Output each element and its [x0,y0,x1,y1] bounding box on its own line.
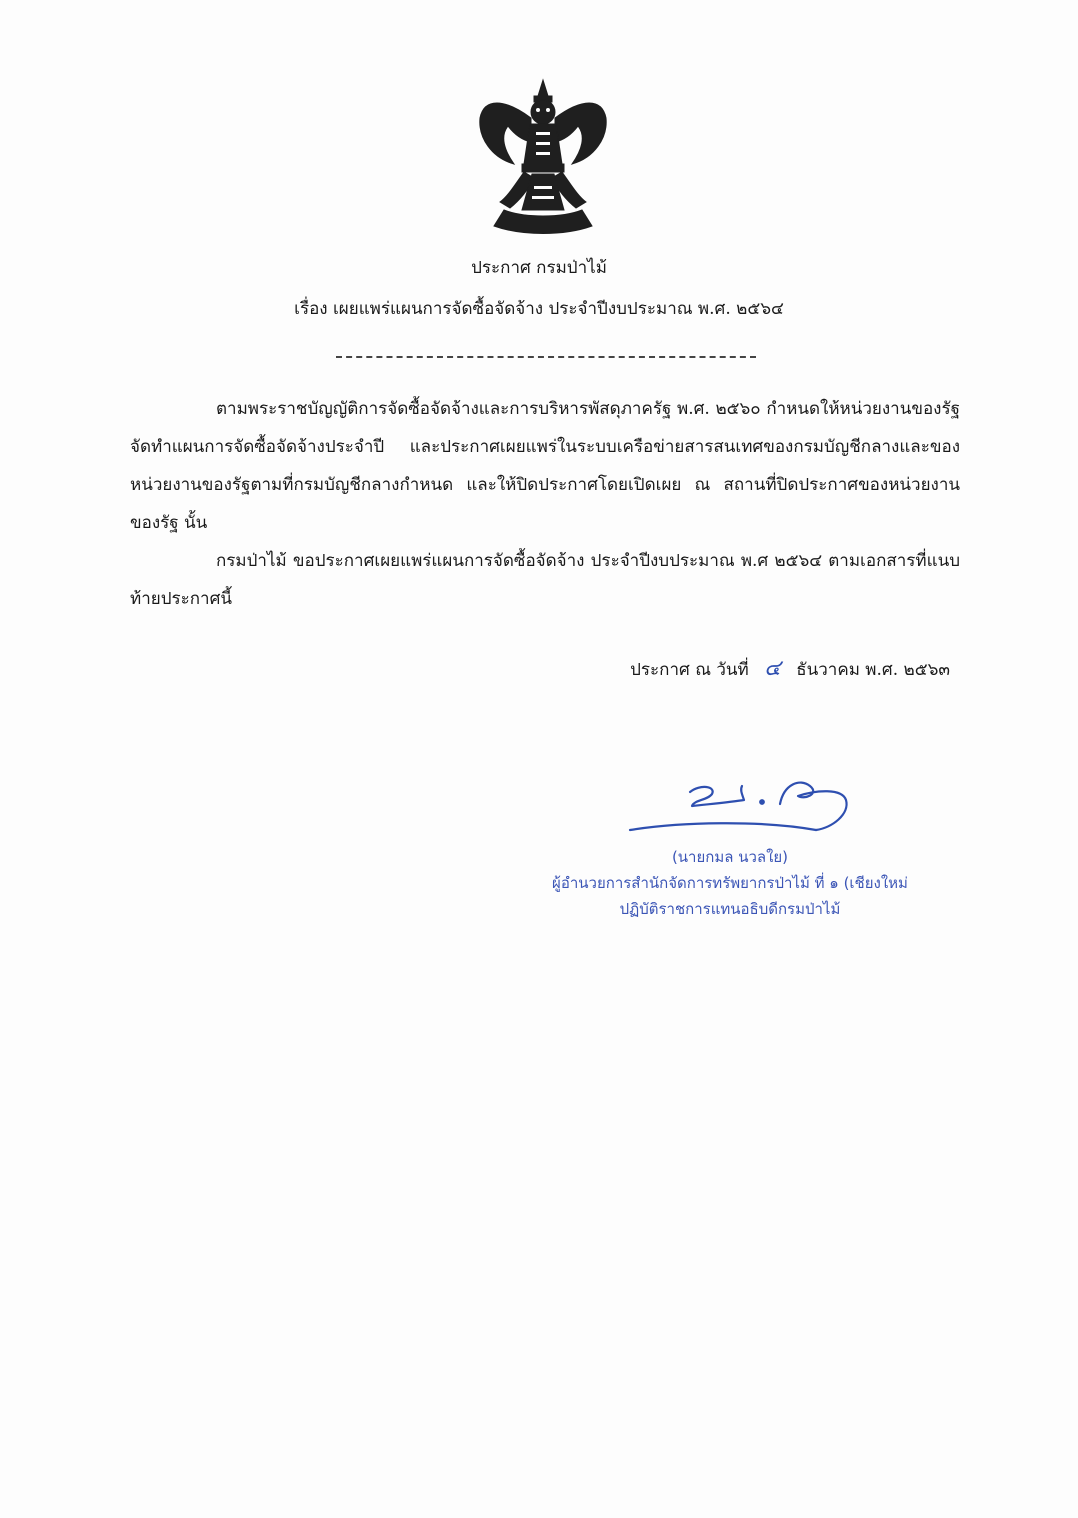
date-day-handwritten: ๔ [764,656,781,681]
signatory-acting-title: ปฏิบัติราชการแทนอธิบดีกรมป่าไม้ [619,900,841,918]
date-prefix: ประกาศ ณ วันที่ [630,660,749,680]
garuda-emblem-icon [474,78,612,238]
signatory-name: (นายกมล นวลใย) [671,848,789,866]
handwritten-signature [620,770,860,840]
signatory-block [520,844,940,922]
body-paragraph-1: ตามพระราชบัญญัติการจัดซื้อจัดจ้างและการบริหารพัสดุภาครัฐ พ.ศ. ๒๕๖๐ กำหนดให้หน่วยงานของรัฐจัดทำแผนการจัดซื้อจัดจ้างประจำปี และประกาศเผยแพร่ในระบบเครือข่ายสารสนเทศของกรมบัญชีกลางและของหน่วยงานของรัฐตามที่กรมบัญชีกลางกำหนด และให้ปิดประกาศโดยเปิดเผย ณ สถานที่ปิดประกาศของหน่วยงานของรัฐ นั้น [130,399,960,533]
announcement-date [630,654,950,685]
date-suffix: ธันวาคม พ.ศ. ๒๕๖๓ [796,660,950,680]
announcement-subject: เรื่อง เผยแพร่แผนการจัดซื้อจัดจ้าง ประจำปีงบประมาณ พ.ศ. ๒๕๖๔ [294,299,784,319]
heading-divider [336,356,756,358]
body-paragraph-2: กรมป่าไม้ ขอประกาศเผยแพร่แผนการจัดซื้อจัดจ้าง ประจำปีงบประมาณ พ.ศ ๒๕๖๔ ตามเอกสารที่แนบท้ายประกาศนี้ [130,551,960,609]
signatory-position: ผู้อำนวยการสำนักจัดการทรัพยากรป่าไม้ ที่ ๑ (เชียงใหม่ [552,874,908,892]
announcement-issuer: ประกาศ กรมป่าไม้ [471,258,607,278]
